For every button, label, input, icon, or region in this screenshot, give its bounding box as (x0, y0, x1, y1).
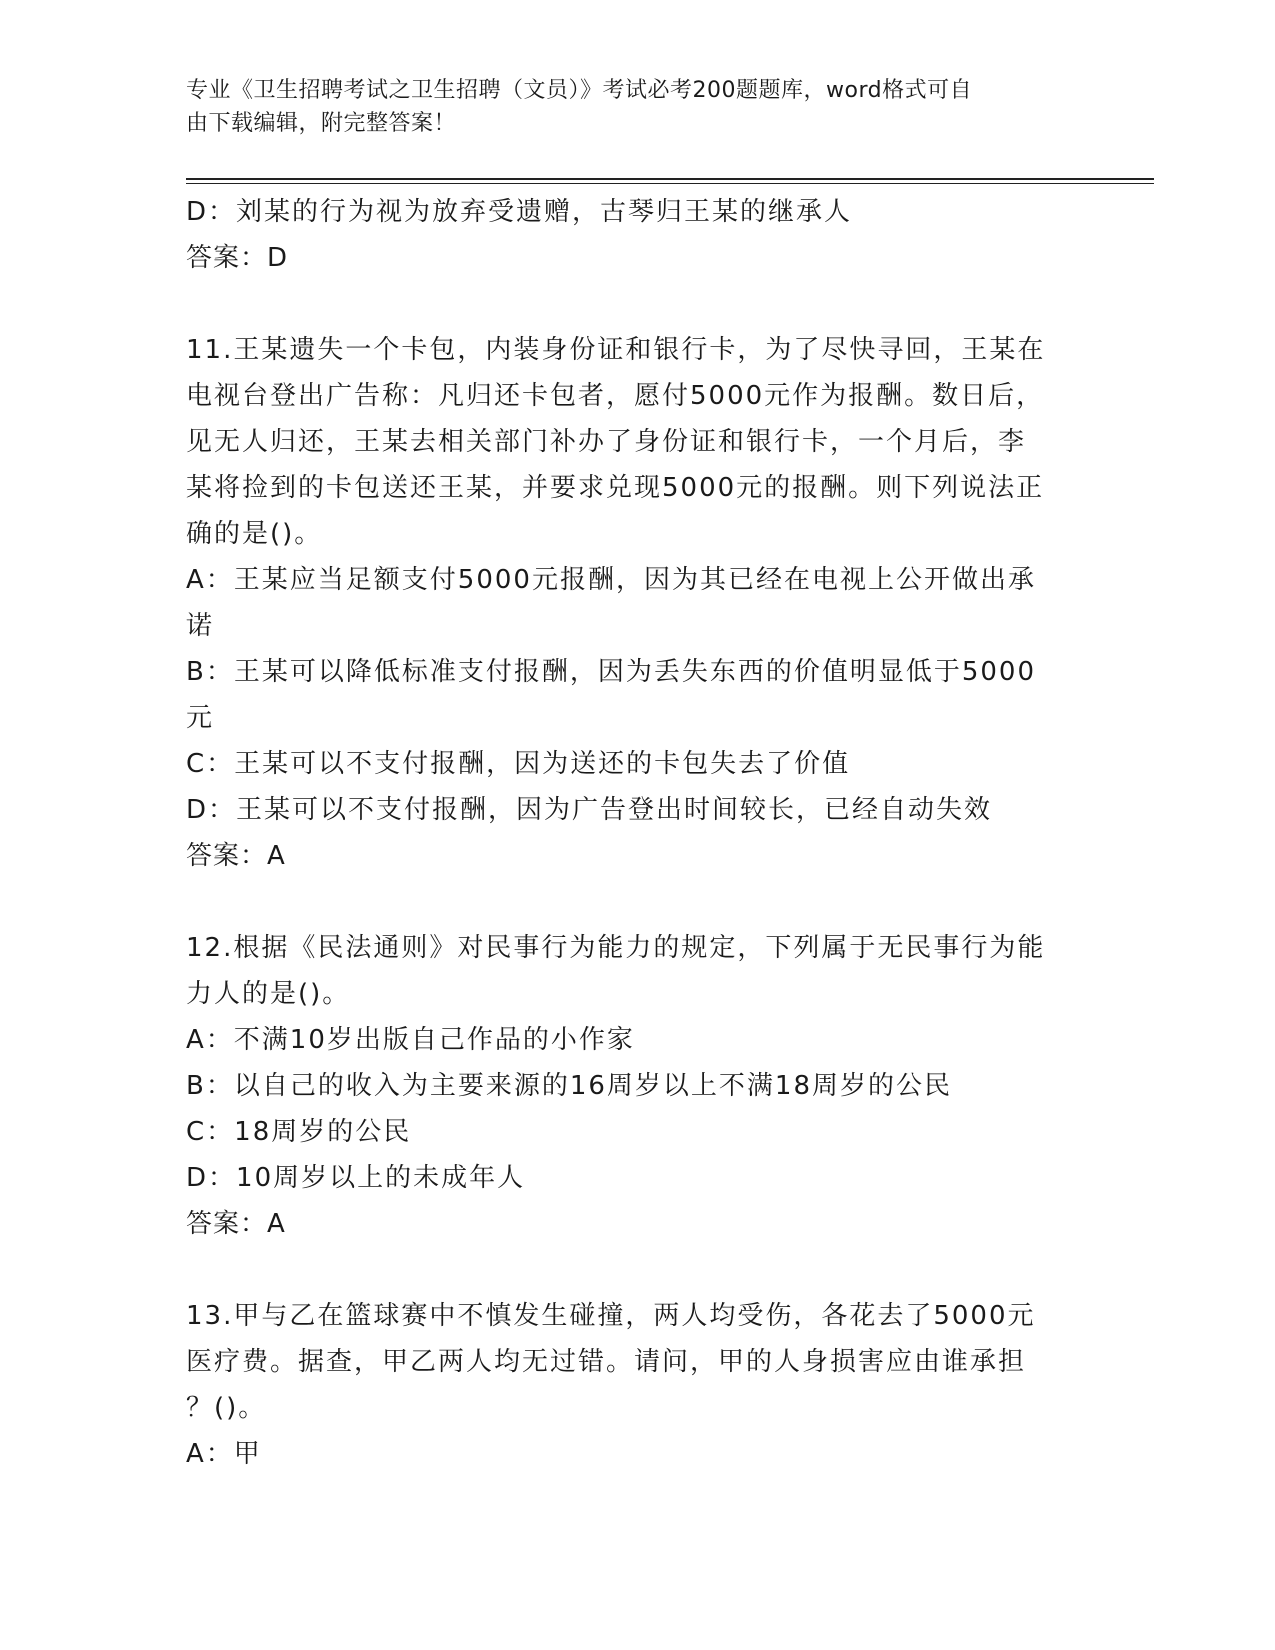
question-12-text-line-2: 力人的是()。 (186, 979, 351, 1009)
question-12-option-b: B：以自己的收入为主要来源的16周岁以上不满18周岁的公民 (186, 1071, 953, 1101)
question-11-option-b-cont: 元 (186, 703, 215, 733)
question-11-text-line-1: 11.王某遗失一个卡包，内装身份证和银行卡，为了尽快寻回，王某在 (186, 335, 1046, 365)
question-11-text-line-3: 见无人归还，王某去相关部门补办了身份证和银行卡，一个月后，李 (186, 427, 1027, 457)
spacer (186, 879, 1066, 925)
question-11-option-a: A：王某应当足额支付5000元报酬，因为其已经在电视上公开做出承 (186, 565, 1036, 595)
question-13-text-line-2: 医疗费。据查，甲乙两人均无过错。请问，甲的人身损害应由谁承担 (186, 1347, 1027, 1377)
question-13-text-line-3: ？()。 (186, 1393, 267, 1423)
question-11-text-line-4: 某将捡到的卡包送还王某，并要求兑现5000元的报酬。则下列说法正 (186, 473, 1045, 503)
question-11-answer: 答案：A (186, 841, 286, 871)
question-13 (186, 1293, 1066, 1477)
header-line-1: 专业《卫生招聘考试之卫生招聘（文员）》考试必考200题题库，word格式可自 (186, 78, 973, 103)
question-12-answer: 答案：A (186, 1209, 286, 1239)
question-12-option-c: C：18周岁的公民 (186, 1117, 412, 1147)
question-12-text-line-1: 12.根据《民法通则》对民事行为能力的规定，下列属于无民事行为能 (186, 933, 1046, 963)
question-11-option-c: C：王某可以不支付报酬，因为送还的卡包失去了价值 (186, 749, 851, 779)
question-12 (186, 925, 1066, 1247)
question-11-text-line-5: 确的是()。 (186, 519, 323, 549)
question-12-option-a: A：不满10岁出版自己作品的小作家 (186, 1025, 635, 1055)
spacer (186, 1247, 1066, 1293)
question-11-option-d: D：王某可以不支付报酬，因为广告登出时间较长，已经自动失效 (186, 795, 993, 825)
header-line-2: 由下载编辑，附完整答案！ (186, 111, 457, 136)
question-13-text-line-1: 13.甲与乙在篮球赛中不慎发生碰撞，两人均受伤，各花去了5000元 (186, 1301, 1036, 1331)
question-11-option-a-cont: 诺 (186, 611, 215, 641)
spacer (186, 281, 1066, 327)
question-13-option-a: A：甲 (186, 1439, 262, 1469)
question-11 (186, 327, 1066, 879)
header-divider (186, 178, 1154, 184)
page-header (186, 74, 1066, 140)
question-11-option-b: B：王某可以降低标准支付报酬，因为丢失东西的价值明显低于5000 (186, 657, 1037, 687)
document-body (186, 189, 1066, 1477)
prev-question-answer: 答案：D (186, 243, 289, 273)
prev-question-option-d: D：刘某的行为视为放弃受遗赠，古琴归王某的继承人 (186, 197, 853, 227)
question-12-option-d: D：10周岁以上的未成年人 (186, 1163, 526, 1193)
document-page (186, 0, 1154, 1650)
question-11-text-line-2: 电视台登出广告称：凡归还卡包者，愿付5000元作为报酬。数日后， (186, 381, 1045, 411)
